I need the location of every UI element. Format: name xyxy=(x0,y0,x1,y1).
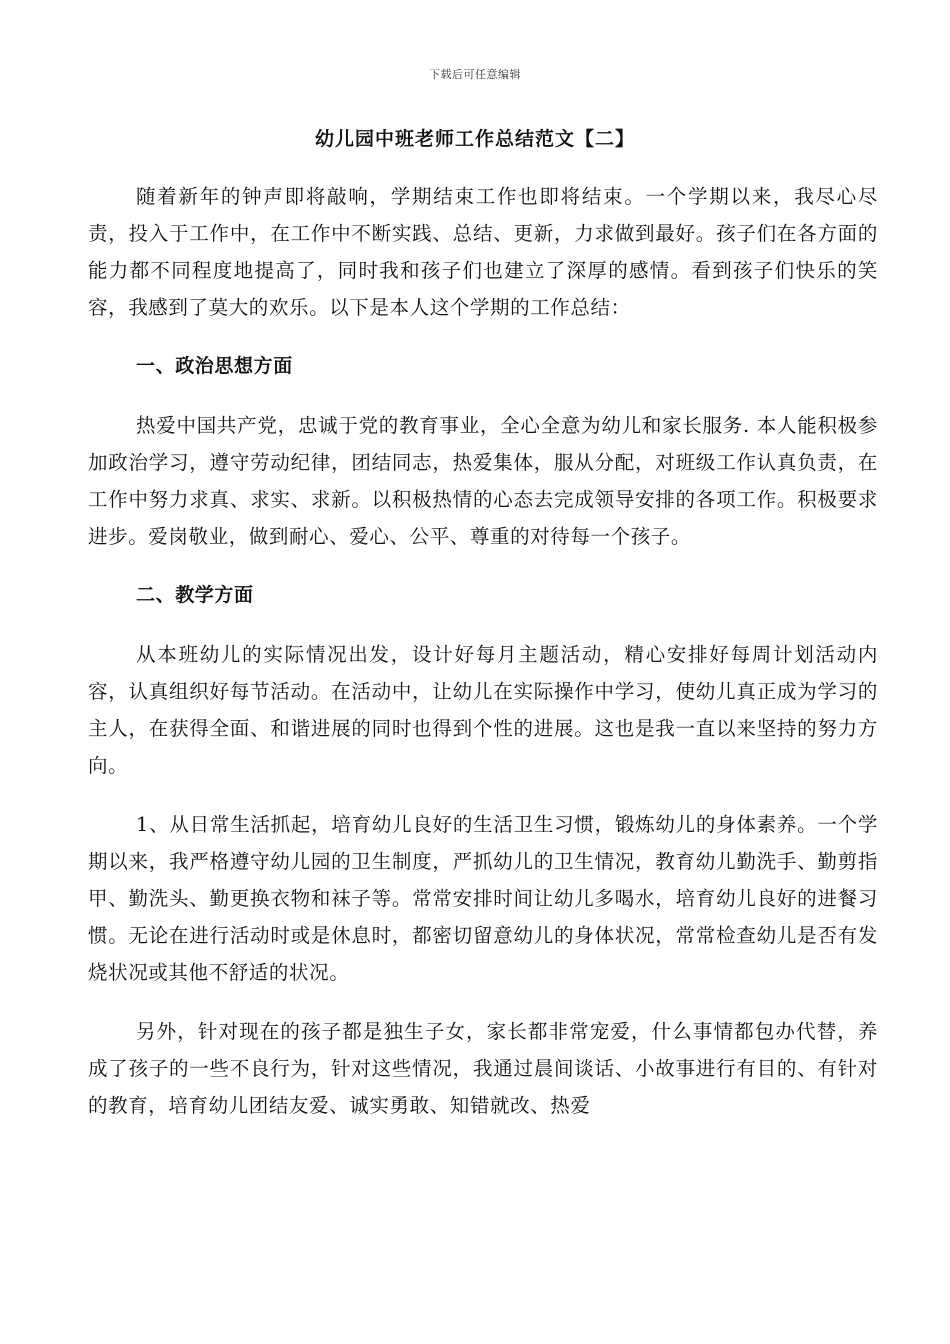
document-title: 幼儿园中班老师工作总结范文【二】 xyxy=(314,128,635,150)
paragraph-hygiene: 1、从日常生活抓起，培育幼儿良好的生活卫生习惯，锻炼幼儿的身体素养。一个学期以来，我严格遵守幼儿园的卫生制度，严抓幼儿的卫生情况，教育幼儿勤洗手、勤剪指甲、勤洗头、勤更换衣物和袜子等。常常安排时间让幼儿多喝水，培育幼儿良好的进餐习惯。无论在进行活动时或是休息时，都密切留意幼儿的身体状况，常常检查幼儿是否有发烧状况或其他不舒适的状况。 xyxy=(88,813,878,984)
paragraph-political: 热爱中国共产党，忠诚于党的教育事业，全心全意为幼儿和家长服务. 本人能积极参加政治学习，遵守劳动纪律，团结同志，热爱集体，服从分配，对班级工作认真负责，在工作中努力求真、求实、求新。以积极热情的心态去完成领导安排的各项工作。积极要求进步。爱岗敬业，做到耐心、爱心、公平、尊重的对待每一个孩子。 xyxy=(88,414,878,548)
section-heading-teaching: 二、教学方面 xyxy=(136,584,254,606)
section-heading-political: 一、政治思想方面 xyxy=(136,355,293,377)
paragraph-teaching: 从本班幼儿的实际情况出发，设计好每月主题活动，精心安排好每周计划活动内容，认真组织好每节活动。在活动中，让幼儿在实际操作中学习，使幼儿真正成为学习的主人，在获得全面、和谐进展的同时也得到个性的进展。这也是我一直以来坚持的努力方向。 xyxy=(88,643,878,777)
paragraph-intro: 随着新年的钟声即将敲响，学期结束工作也即将结束。一个学期以来，我尽心尽责，投入于工作中，在工作中不断实践、总结、更新，力求做到最好。孩子们在各方面的能力都不同程度地提高了，同时我和孩子们也建立了深厚的感情。看到孩子们快乐的笑容，我感到了莫大的欢乐。以下是本人这个学期的工作总结： xyxy=(88,185,878,319)
header-note: 下载后可任意编辑 xyxy=(429,68,521,81)
document-body xyxy=(88,178,878,1146)
paragraph-behavior: 另外，针对现在的孩子都是独生子女，家长都非常宠爱，什么事情都包办代替，养成了孩子的一些不良行为，针对这些情况，我通过晨间谈话、小故事进行有目的、有针对的教育，培育幼儿团结友爱、诚实勇敢、知错就改、热爱 xyxy=(88,1020,878,1117)
